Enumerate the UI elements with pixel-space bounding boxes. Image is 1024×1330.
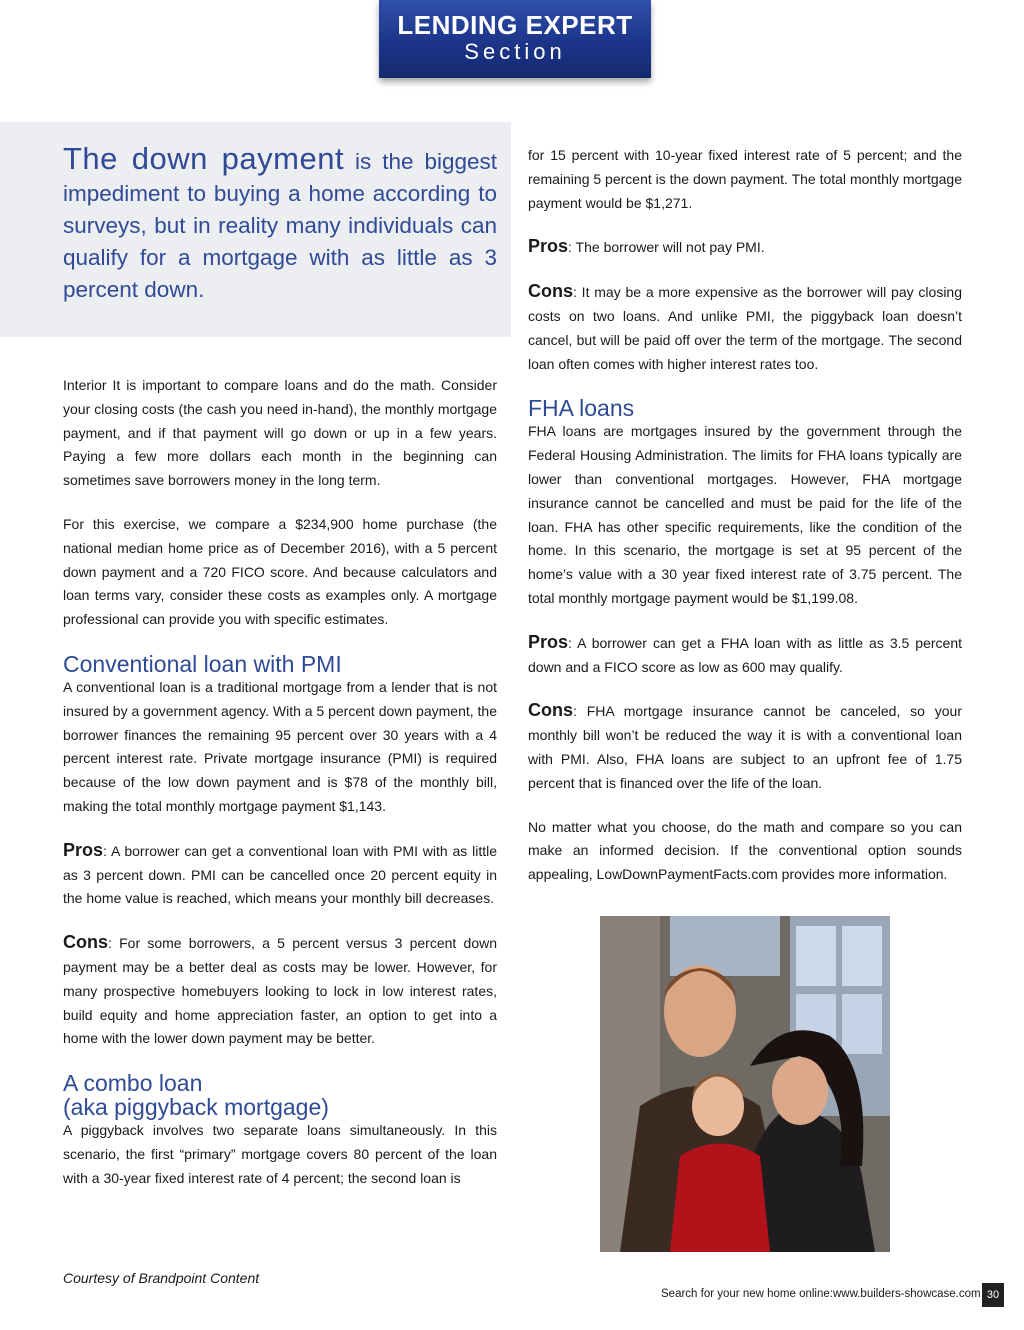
fha-pros bbox=[528, 631, 962, 680]
banner-subtitle: Section bbox=[464, 39, 566, 64]
pros-text: : A borrower can get a conventional loan with PMI with as little as 3 percent down. PMI can be cancelled once 20 percent equity in the home value is reached, which means your monthly bill decreases. bbox=[63, 842, 497, 907]
combo-continued: for 15 percent with 10-year fixed interest rate of 5 percent; and the remaining 5 percent is the down payment. The total monthly mortgage payment would be $1,271. bbox=[528, 147, 962, 211]
cons-text: : For some borrowers, a 5 percent versus 3 percent down payment may be a better deal as costs may be lower. However, for many prospective homebuyers looking to lock in low interest rates, build equity and home appreciation faster, an option to get into a home with the lower down payment may be better. bbox=[63, 935, 497, 1047]
left-column bbox=[63, 374, 497, 1211]
conventional-body: A conventional loan is a traditional mortgage from a lender that is not insured by a government agency. With a 5 percent down payment, the borrower finances the remaining 95 percent over 30 years with a 4 percent interest rate. Private mortgage insurance (PMI) is required because of the low down payment and is $78 of the monthly bill, making the total monthly mortgage payment $1,143. bbox=[63, 678, 497, 814]
cons-text: : It may be a more expensive as the borrower will pay closing costs on two loans. And unlike PMI, the piggyback loan doesn’t cancel, but will be paid off over the term of the mortgage. The second loan often comes with higher interest rates too. bbox=[528, 284, 962, 372]
conventional-heading: Conventional loan with PMI bbox=[63, 650, 342, 677]
pros-label: Pros bbox=[528, 631, 569, 652]
conventional-cons bbox=[63, 931, 497, 1051]
right-column bbox=[528, 144, 962, 907]
family-photo bbox=[600, 916, 890, 1252]
pros-label: Pros bbox=[63, 839, 104, 860]
footer-link-text: Search for your new home online:www.builders-showcase.com bbox=[661, 1288, 981, 1300]
pull-quote-text: is the biggest impediment to buying a home according to surveys, but in reality many individuals can qualify for a mortgage with as little as 3 percent down. bbox=[63, 149, 497, 302]
conventional-pros bbox=[63, 839, 497, 911]
intro-paragraph-1: Interior It is important to compare loans and do the math. Consider your closing costs (the cash you need in-hand), the monthly mortgage payment, and if that payment will go down or up in a few years. Paying a few more dollars each month in the beginning can sometimes save borrowers money in the long term. bbox=[63, 377, 497, 489]
closing-paragraph: No matter what you choose, do the math and compare so you can make an informed decision. If the conventional option sounds appealing, LowDownPaymentFacts.com provides more information. bbox=[528, 818, 962, 883]
section-banner bbox=[379, 0, 651, 78]
fha-cons bbox=[528, 699, 962, 795]
pull-quote-lead: The down payment bbox=[63, 141, 345, 176]
courtesy-credit: Courtesy of Brandpoint Content bbox=[63, 1270, 260, 1286]
fha-body: FHA loans are mortgages insured by the government through the Federal Housing Administration. The limits for FHA loans typically are lower than conventional mortgages. However, FHA mortgage insurance cannot be cancelled and must be paid for the life of the loan. FHA has other specific requirements, like the condition of the home. In this scenario, the mortgage is set at 95 percent of the home’s value with a 30 year fixed interest rate of 3.75 percent. The total monthly mortgage payment would be $1,199.08. bbox=[528, 423, 962, 606]
combo-heading-line-2: (aka piggyback mortgage) bbox=[63, 1094, 329, 1121]
page-number: 30 bbox=[982, 1283, 1004, 1307]
combo-cons bbox=[528, 280, 962, 376]
pros-label: Pros bbox=[528, 236, 569, 257]
banner-title: LENDING EXPERT bbox=[397, 10, 633, 40]
pros-text: : A borrower can get a FHA loan with as little as 3.5 percent down and a FICO score as low as 600 may qualify. bbox=[528, 634, 962, 675]
combo-heading-line-1: A combo loan bbox=[63, 1070, 203, 1097]
cons-label: Cons bbox=[528, 700, 573, 721]
fha-heading: FHA loans bbox=[528, 395, 635, 422]
combo-heading bbox=[63, 1071, 497, 1119]
combo-pros bbox=[528, 235, 962, 260]
pros-text: : The borrower will not pay PMI. bbox=[568, 239, 765, 256]
cons-label: Cons bbox=[528, 281, 573, 302]
combo-body: A piggyback involves two separate loans simultaneously. In this scenario, the first “primary” mortgage covers 80 percent of the loan with a 30-year fixed interest rate of 4 percent; the second loan is bbox=[63, 1122, 497, 1186]
pull-quote bbox=[63, 143, 497, 306]
intro-paragraph-2: For this exercise, we compare a $234,900 home purchase (the national median home price as of December 2016), with a 5 percent down payment and a 720 FICO score. And because calculators and loan terms vary, consider these costs as examples only. A mortgage professional can provide you with specific estimates. bbox=[63, 515, 497, 628]
cons-label: Cons bbox=[63, 932, 108, 953]
cons-text: : FHA mortgage insurance cannot be canceled, so your monthly bill won’t be reduced the way it is with a conventional loan with PMI. Also, FHA loans are subject to an upfront fee of 1.75 percent that is financed over the life of the loan. bbox=[528, 703, 962, 791]
